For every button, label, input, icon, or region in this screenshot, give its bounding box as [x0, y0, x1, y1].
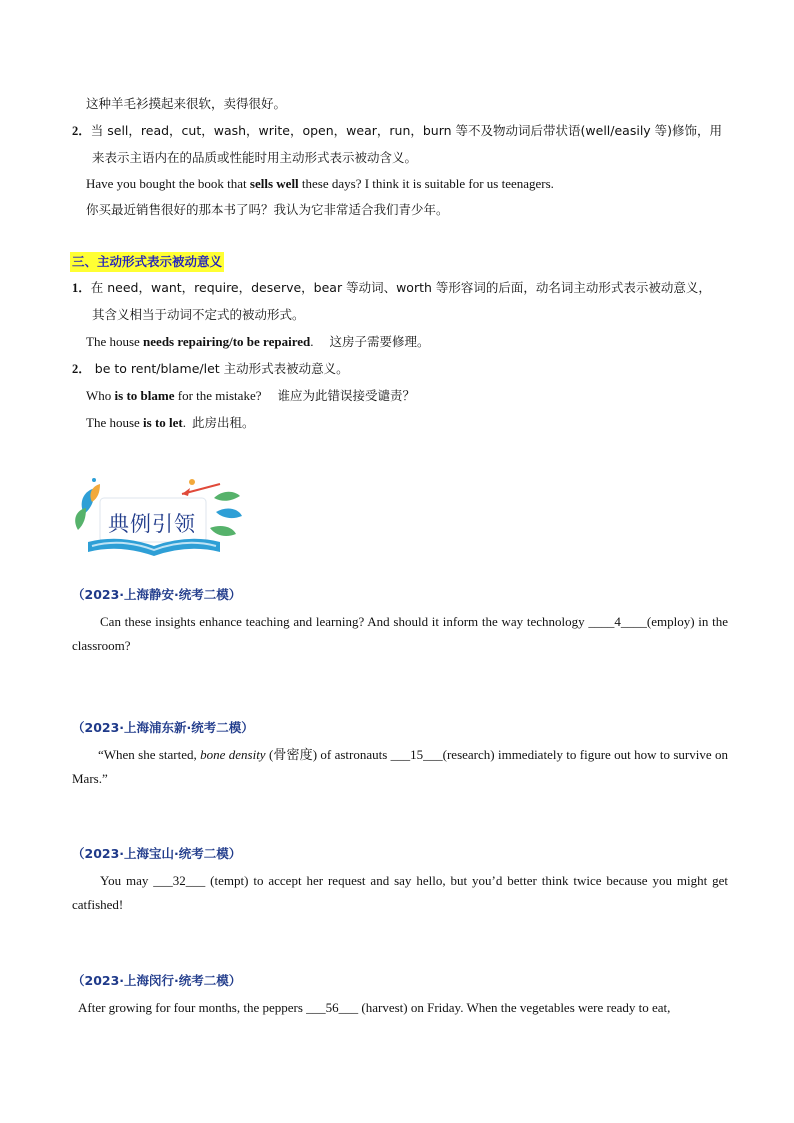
list-text-continued: 其含义相当于动词不定式的被动形式。 [92, 307, 305, 322]
example-translation: 这房子需要修理。 [329, 334, 430, 349]
example-italic: bone density [200, 747, 266, 762]
section-logo [70, 472, 250, 564]
list-item [72, 360, 349, 378]
example-source: （2023·上海浦东新·统考二模） [72, 720, 254, 735]
section-heading: 三、主动形式表示被动意义 [70, 252, 224, 272]
example-paragraph: Can these insights enhance teaching and learning? And should it inform the way technology ____4____(employ) in the classroom? [72, 614, 728, 653]
example-sentence [86, 333, 430, 351]
example-bold: is to let [143, 415, 183, 430]
example-source: （2023·上海宝山·统考二模） [72, 846, 242, 861]
example-text: The house [86, 334, 144, 349]
list-text-continued: 来表示主语内在的品质或性能时用主动形式表示被动含义。 [92, 150, 418, 165]
example-text: Who [86, 388, 115, 403]
example-bold: is to blame [114, 388, 175, 403]
list-text: 在 need，want，require，deserve，bear 等动词、worth 等形容词的后面，动名词主动形式表示被动意义， [90, 280, 711, 295]
list-text: 当 sell，read，cut，wash，write，open，wear，run，burn 等不及物动词后带状语(well/easily 等)修饰，用 [90, 123, 723, 138]
logo-title: 典例引领 [108, 512, 196, 536]
example-paragraph: You may ___32___ (tempt) to accept her request and say hello, but you’d better think twice because you might get catfished! [72, 873, 728, 912]
example-sentence [86, 414, 255, 432]
example-translation: 谁应为此错误接受谴责？ [277, 388, 415, 403]
example-text: . [310, 334, 314, 349]
example-text: . [182, 415, 187, 430]
example-sentence [86, 175, 554, 193]
example-text: these days? I think it is suitable for us teenagers. [298, 176, 554, 191]
example-text: for the mistake? [174, 388, 262, 403]
example-sentence [86, 387, 415, 405]
example-text: (骨密度) of astronauts ___15___(research) immediately to figure out how to survive on Mars.” [72, 747, 728, 786]
list-number: 2． [72, 124, 91, 138]
example-bold: needs repairing/to be repaired [143, 334, 311, 349]
list-text: be to rent/blame/let 主动形式表被动意义。 [94, 361, 349, 376]
text-line: 这种羊毛衫摸起来很软，卖得很好。 [86, 96, 287, 111]
list-number: 1． [72, 281, 91, 295]
example-paragraph [72, 743, 728, 791]
example-text: Have you bought the book that [86, 176, 250, 191]
example-text: “When she started, [98, 747, 201, 762]
example-translation: 此房出租。 [192, 415, 255, 430]
example-bold: sells well [249, 176, 299, 191]
list-item [72, 279, 711, 297]
example-paragraph: After growing for four months, the peppers ___56___ (harvest) on Friday. When the vegetables were ready to eat, [78, 1000, 671, 1015]
example-source: （2023·上海静安·统考二模） [72, 587, 242, 602]
example-text: The house [86, 415, 144, 430]
example-source: （2023·上海闵行·统考二模） [72, 973, 242, 988]
example-translation: 你买最近销售很好的那本书了吗？我认为它非常适合我们青少年。 [86, 202, 449, 217]
list-item [72, 122, 722, 140]
list-number: 2． [72, 362, 91, 376]
